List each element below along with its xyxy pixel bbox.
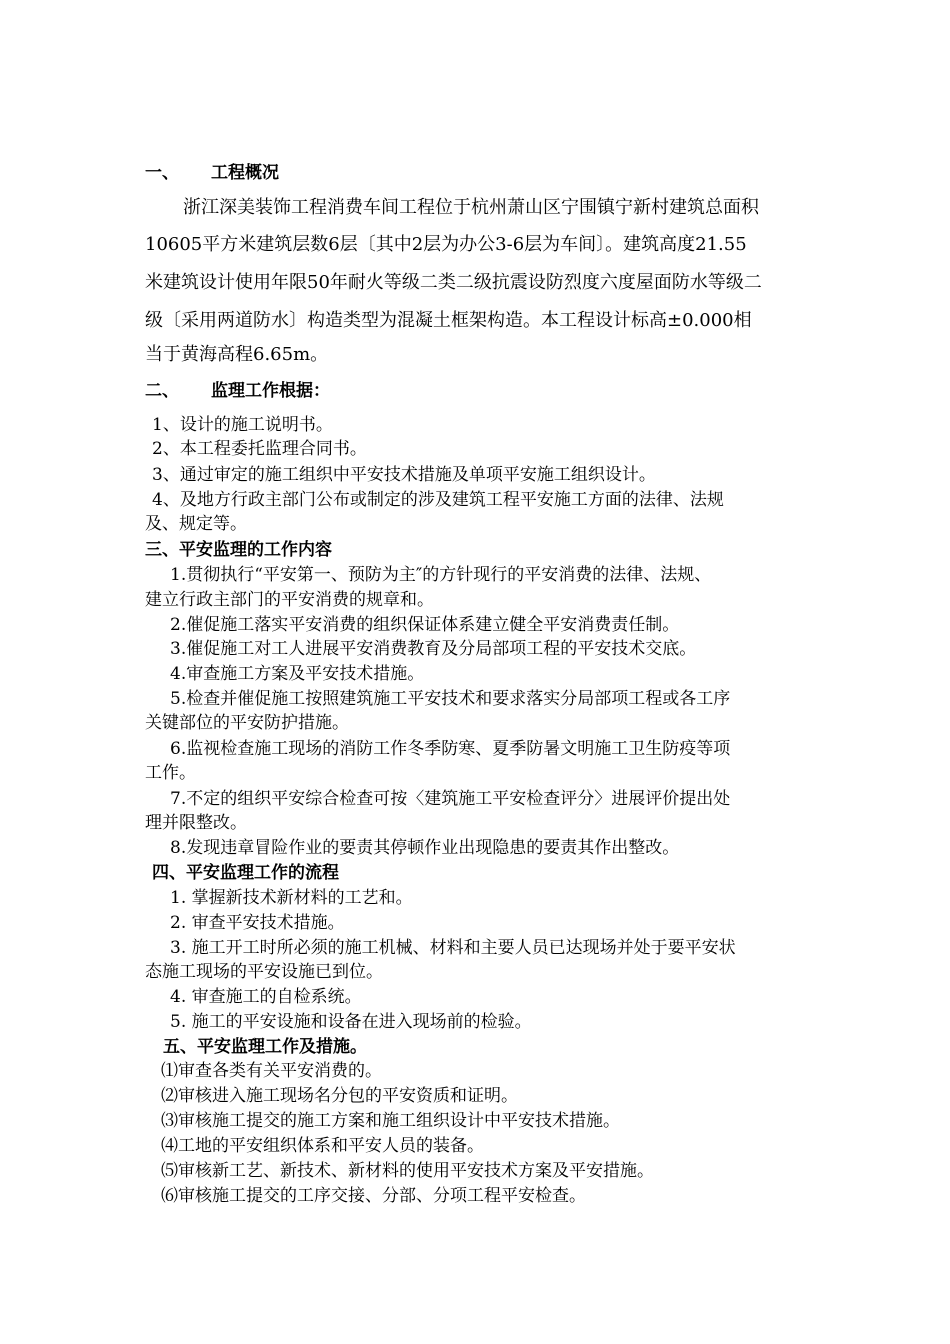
s5-line-4: ⑷工地的平安组织体系和平安人员的装备。 (161, 1136, 484, 1156)
s3-line-3: 2.催促施工落实平安消费的组织保证体系建立健全平安消费责任制。 (170, 615, 680, 635)
section-2-number: 二、 (145, 381, 179, 401)
s5-line-2: ⑵审核进入施工现场名分包的平安资质和证明。 (161, 1086, 518, 1106)
s1-line-3: 米建筑设计使用年限50年耐火等级二类二级抗震设防烈度六度屋面防水等级二 (145, 272, 762, 293)
s3-line-9: 工作。 (145, 763, 196, 783)
s1-line-5: 当于黄海高程6.65m。 (145, 344, 329, 365)
s4-line-1: 1. 掌握新技术新材料的工艺和。 (170, 888, 413, 908)
s5-line-1: ⑴审查各类有关平安消费的。 (161, 1061, 382, 1081)
s3-line-8: 6.监视检查施工现场的消防工作冬季防寒、夏季防暑文明施工卫生防疫等项 (170, 739, 731, 759)
s2-line-2: 2、本工程委托监理合同书。 (152, 439, 367, 459)
s1-line-4: 级〔采用两道防水〕构造类型为混凝土框架构造。本工程设计标高±0.000相 (145, 310, 752, 331)
s4-line-4: 态施工现场的平安设施已到位。 (145, 962, 383, 982)
s3-line-2: 建立行政主部门的平安消费的规章和。 (145, 590, 434, 610)
s3-line-4: 3.催促施工对工人进展平安消费教育及分局部项工程的平安技术交底。 (170, 639, 697, 659)
s5-line-3: ⑶审核施工提交的施工方案和施工组织设计中平安技术措施。 (161, 1111, 620, 1131)
s2-line-3: 3、通过审定的施工组织中平安技术措施及单项平安施工组织设计。 (152, 465, 656, 485)
s5-line-5: ⑸审核新工艺、新技术、新材料的使用平安技术方案及平安措施。 (161, 1161, 654, 1181)
s2-line-5: 及、规定等。 (145, 514, 247, 534)
s3-line-10: 7.不定的组织平安综合检查可按〈建筑施工平安检查评分〉进展评价提出处 (170, 789, 731, 809)
section-1-heading (145, 161, 279, 185)
section-5-heading: 五、平安监理工作及措施。 (163, 1037, 367, 1057)
s4-line-5: 4. 审查施工的自检系统。 (170, 987, 362, 1007)
s3-line-12: 8.发现违章冒险作业的要责其停顿作业出现隐患的要责其作出整改。 (170, 838, 680, 858)
s2-line-1: 1、设计的施工说明书。 (152, 415, 333, 435)
s5-line-6: ⑹审核施工提交的工序交接、分部、分项工程平安检查。 (161, 1186, 586, 1206)
section-2-heading (145, 379, 330, 403)
s1-line-2: 10605平方米建筑层数6层〔其中2层为办公3-6层为车间〕。建筑高度21.55 (145, 234, 747, 255)
section-3-heading: 三、平安监理的工作内容 (145, 540, 332, 560)
section-1-number: 一、 (145, 163, 179, 183)
section-2-title: 监理工作根据： (211, 381, 330, 401)
s1-line-1: 浙江深美装饰工程消费车间工程位于杭州萧山区宁围镇宁新村建筑总面积 (183, 197, 759, 218)
section-1-title: 工程概况 (211, 163, 279, 183)
s4-line-6: 5. 施工的平安设施和设备在进入现场前的检验。 (170, 1012, 532, 1032)
s4-line-3: 3. 施工开工时所必须的施工机械、材料和主要人员已达现场并处于要平安状 (170, 938, 736, 958)
s2-line-4: 4、及地方行政主部门公布或制定的涉及建筑工程平安施工方面的法律、法规 (152, 490, 724, 510)
s3-line-6: 5.检查并催促施工按照建筑施工平安技术和要求落实分局部项工程或各工序 (170, 689, 731, 709)
section-4-heading: 四、平安监理工作的流程 (152, 863, 339, 883)
s3-line-11: 理并限整改。 (145, 813, 247, 833)
s3-line-1: 1.贯彻执行“平安第一、预防为主″的方针现行的平安消费的法律、法规、 (170, 565, 712, 585)
s4-line-2: 2. 审查平安技术措施。 (170, 913, 345, 933)
s3-line-5: 4.审查施工方案及平安技术措施。 (170, 664, 425, 684)
s3-line-7: 关键部位的平安防护措施。 (145, 713, 349, 733)
